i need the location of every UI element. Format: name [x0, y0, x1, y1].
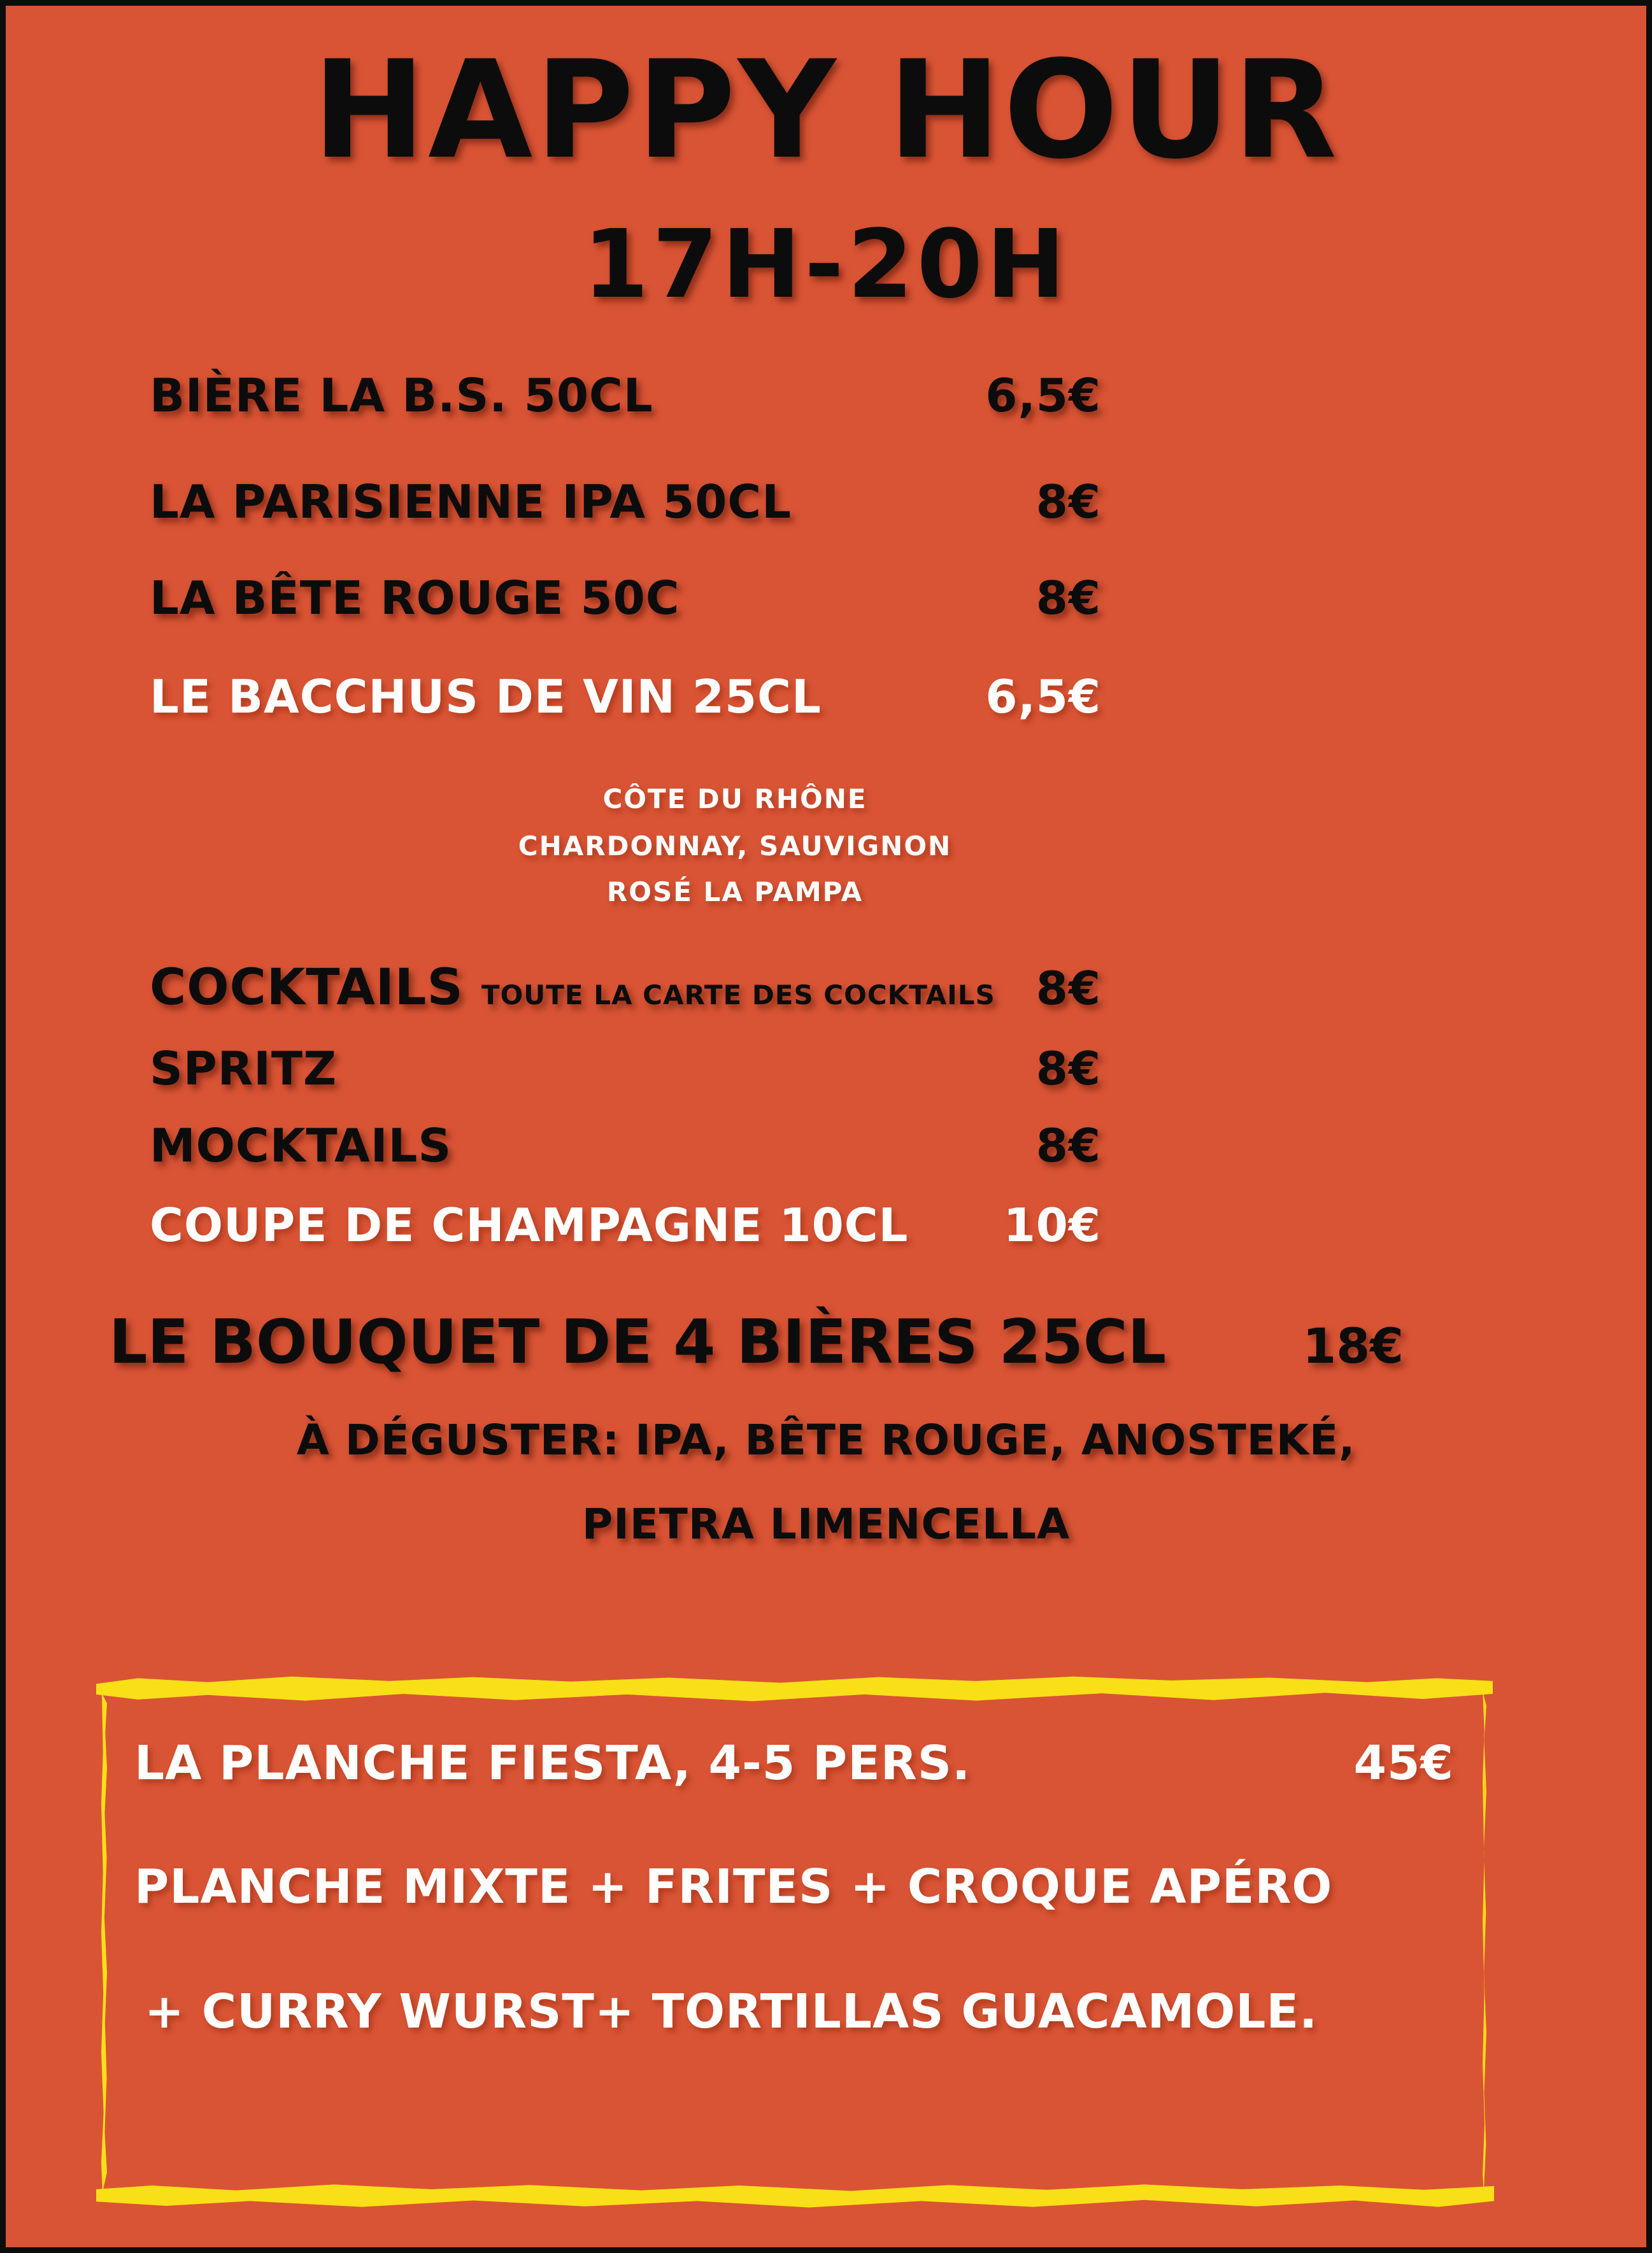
item-price: 8€	[1036, 1119, 1101, 1172]
item-label: LE BACCHUS DE VIN 25CL	[150, 670, 822, 723]
cocktails-label: COCKTAILS	[150, 959, 464, 1016]
wine-note-rose-la-pampa: ROSÉ LA PAMPA	[606, 876, 864, 907]
menu-row-spritz	[150, 1042, 1101, 1095]
item-price: 8€	[1036, 1042, 1101, 1095]
item-price: 45€	[1353, 1736, 1454, 1791]
item-label: SPRITZ	[150, 1042, 338, 1095]
planche-fiesta-box	[100, 1675, 1486, 2209]
item-price: 18€	[1302, 1318, 1404, 1374]
bouquet-note-line1: À DÉGUSTER: IPA, BÊTE ROUGE, ANOSTEKÉ,	[296, 1416, 1356, 1465]
item-price: 8€	[1036, 571, 1101, 625]
item-price: 8€	[1036, 475, 1101, 529]
item-price: 8€	[1036, 962, 1101, 1015]
planche-contents-line1: PLANCHE MIXTE + FRITES + CROQUE APÉRO	[134, 1859, 1333, 1914]
box-border-bottom	[96, 2182, 1494, 2209]
item-label: LA PARISIENNE IPA 50CL	[150, 475, 792, 529]
item-price: 6,5€	[985, 670, 1101, 723]
box-border-top	[96, 1675, 1493, 1703]
item-label: BIÈRE LA B.S. 50CL	[150, 369, 653, 422]
menu-row-bacchus-vin	[150, 670, 1101, 723]
menu-row-parisienne-ipa	[150, 475, 1101, 529]
item-label: MOCKTAILS	[150, 1119, 452, 1172]
poster-title: HAPPY HOUR	[312, 31, 1340, 188]
box-border-right	[1483, 1691, 1486, 2194]
item-label: LE BOUQUET DE 4 BIÈRES 25CL	[109, 1307, 1167, 1377]
item-label: LA BÊTE ROUGE 50C	[150, 571, 680, 625]
menu-row-coupe-champagne	[150, 1198, 1101, 1252]
menu-row-biere-bs	[150, 369, 1101, 422]
bouquet-note-line2: PIETRA LIMENCELLA	[581, 1500, 1071, 1549]
menu-row-planche-fiesta	[134, 1736, 1454, 1791]
item-label: LA PLANCHE FIESTA, 4-5 PERS.	[134, 1736, 971, 1791]
wine-note-chardonnay-sauvignon: CHARDONNAY, SAUVIGNON	[518, 830, 952, 862]
item-label	[150, 959, 995, 1016]
menu-row-bete-rouge	[150, 571, 1101, 625]
item-price: 10€	[1003, 1198, 1101, 1252]
box-border-left	[101, 1693, 107, 2193]
menu-row-bouquet	[109, 1307, 1404, 1377]
planche-contents-line2: + CURRY WURST+ TORTILLAS GUACAMOLE.	[145, 1984, 1318, 2039]
item-price: 6,5€	[985, 369, 1101, 422]
happy-hour-times: 17H-20H	[583, 210, 1069, 319]
item-label: COUPE DE CHAMPAGNE 10CL	[150, 1198, 909, 1252]
menu-row-cocktails	[150, 959, 1101, 1016]
wine-note-cote-du-rhone: CÔTE DU RHÔNE	[602, 783, 867, 814]
cocktails-suffix: TOUTE LA CARTE DES COCKTAILS	[481, 979, 995, 1011]
menu-row-mocktails	[150, 1119, 1101, 1172]
